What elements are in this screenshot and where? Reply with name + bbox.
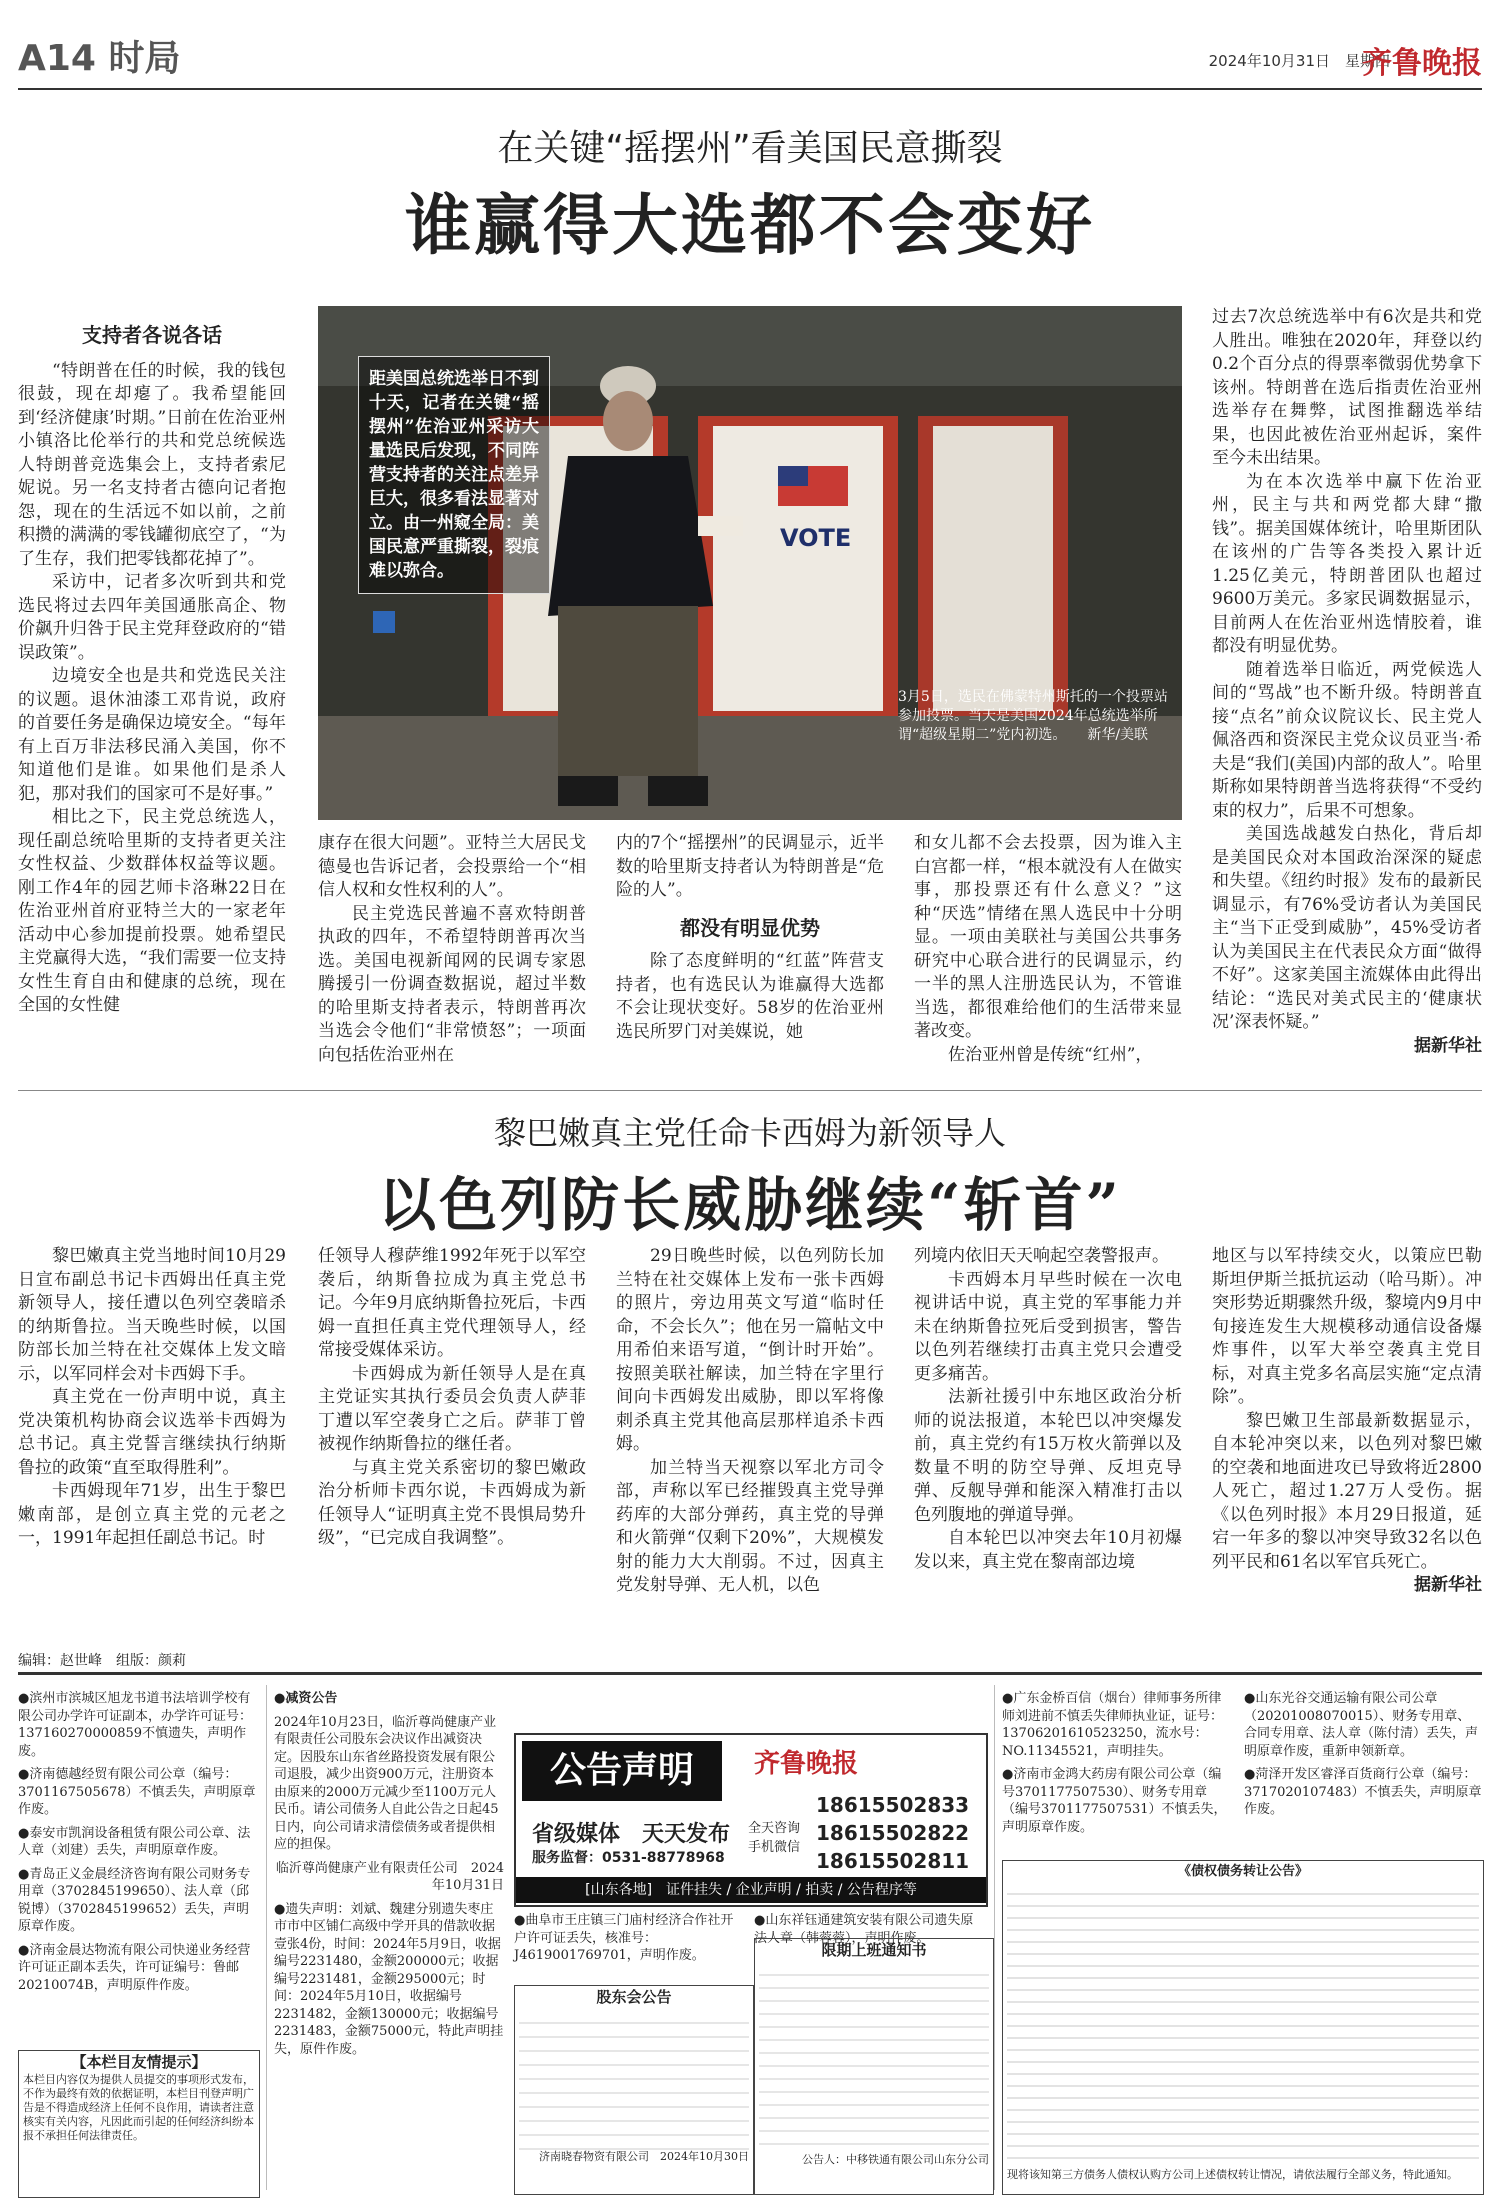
friendship-text: 本栏目内容仅为提供人员提交的事项形式发布，不作为最终有效的依据证明，本栏目刊登声明广告是不得造成经济上任何不良作用，请读者注意核实有关内容，凡因此而引起的任何经济纠纷本报不承担任何法律责任。 <box>23 2073 254 2142</box>
photo-caption: 3月5日，选民在佛蒙特州斯托的一个投票站参加投票。当天是美国2024年总统选举所谓“超级星期二”党内初选。 新华/美联 <box>898 689 1168 743</box>
ads-col1 <box>18 1690 258 1993</box>
divider <box>18 1672 1482 1675</box>
article1-headline: 谁赢得大选都不会变好 <box>405 186 1095 264</box>
paragraph: 黎巴嫩真主党当地时间10月29日宣布副总书记卡西姆出任真主党新领导人，接任遭以色列空袭暗杀的纳斯鲁拉。当天晚些时候，以国防部长加兰特在社交媒体上发文暗示，以军同样会对卡西姆下手。 <box>18 1246 286 1384</box>
notice-title: 限期上班通知书 <box>821 1941 927 1959</box>
ad-logo: 齐鲁晚报 <box>754 1749 859 1779</box>
ad-item: ●曲阜市王庄镇三门庙村经济合作社开户许可证丢失，核准号：J4619001769701，声明作废。 <box>514 1913 734 1963</box>
ad-hotline: 服务监督：0531-88778968 <box>532 1850 725 1866</box>
ad-item: ●济南金晨达物流有限公司快递业务经营许可证正副本丢失，许可证编号：鲁邮20210074B，声明原件作废。 <box>18 1942 251 1993</box>
phone-number: 18615502811 <box>816 1849 970 1873</box>
ad-item: ●菏泽开发区睿泽百货商行公章（编号：3717020107483）不慎丢失，声明原章作废。 <box>1244 1767 1482 1817</box>
paragraph: 加兰特当天视察以军北方司令部，声称以军已经摧毁真主党导弹药库的大部分弹药，真主党的导弹和火箭弹“仅剩下20%”，大规模发射的能力大大削弱。不过，因真主党发射导弹、无人机，以色 <box>616 1457 884 1595</box>
article2-headline: 以色列防长威胁继续“斩首” <box>378 1171 1122 1239</box>
paragraph: 除了态度鲜明的“红蓝”阵营支持者，也有选民认为谁赢得大选都不会让现状变好。58岁的佐治亚州选民所罗门对美媒说，她 <box>616 951 884 1042</box>
section-heading: 支持者各说各话 <box>82 323 222 347</box>
public-notice-ad <box>514 1733 988 1907</box>
ad-item: ●山东祥钰通建筑安装有限公司遗失原法人章（韩蓉蓉），声明作废。 <box>754 1913 974 1946</box>
ad-item: ●广东金桥百信（烟台）律师事务所律师刘进前不慎丢失律师执业证，证号：13706201610523250，流水号：NO.11345521，声明挂失。 <box>1002 1691 1224 1759</box>
ad-item: ●青岛正义金晨经济咨询有限公司财务专用章（3702845199650）、法人章（邱锐博）（3702845199652）丢失，声明原章作废。 <box>18 1866 251 1934</box>
paragraph: 相比之下，民主党总统选人，现任副总统哈里斯的支持者更关注女性权益、少数群体权益等议题。刚工作4年的园艺师卡洛琳22日在佐治亚州首府亚特兰大的一家老年活动中心参加提前投票。她希望民主党赢得大选，“我们需要一位支持女性生育自由和健康的总统，现在全国的女性健 <box>18 807 286 1015</box>
ad-item: ●减资公告 <box>274 1691 338 1706</box>
ad-item: ●泰安市凯润设备租赁有限公司公章、法人章（刘建）丢失，声明原章作废。 <box>18 1825 251 1858</box>
paragraph: 边境安全也是共和党选民关注的议题。退休油漆工邓肯说，政府的首要任务是确保边境安全。“每年有上百万非法移民涌入美国，你不知道他们是谁。如果他们是杀人犯，那对我们的国家可不是好事。” <box>18 666 286 804</box>
ads-col3 <box>514 1912 744 1972</box>
paragraph: “特朗普在任的时候，我的钱包很鼓，现在却瘪了。我希望能回到‘经济健康’时期。”日前在佐治亚州小镇洛比伦举行的共和党总统候选人特朗普竞选集会上，支持者索尼妮说。另一名支持者古德向记者抱怨，现在的生活远不如以前，之前积攒的满满的零钱罐彻底空了，“为了生存，我们把零钱都花掉了”。 <box>18 360 286 569</box>
shareholder-notice <box>514 1985 754 2195</box>
page-number: A14 时局 <box>18 38 181 79</box>
paragraph: 与真主党关系密切的黎巴嫩政治分析师卡西尔说，卡西姆成为新任领导人“证明真主党不畏惧局势升级”，“已完成自我调整”。 <box>318 1457 586 1548</box>
lead-box <box>358 356 550 594</box>
notice-body <box>759 1963 989 2153</box>
paragraph: 自本轮巴以冲突去年10月初爆发以来，真主党在黎南部边境 <box>914 1528 1182 1572</box>
paragraph: 为在本次选举中赢下佐治亚州，民主与共和两党都大肆“撒钱”。据美国媒体统计，哈里斯团队在该州的广告等各类投入累计近1.25亿美元，特朗普团队也超过9600万美元。多家民调数据显示，目前两人在佐治亚州选情胶着，谁都没有明显优势。 <box>1212 471 1482 656</box>
article1-col4 <box>914 832 1182 1077</box>
article1-col3 <box>616 832 884 1077</box>
phone-number: 18615502833 <box>816 1793 970 1817</box>
article1-col5 <box>1212 306 1482 1076</box>
paragraph: 卡西姆成为新任领导人是在真主党证实其执行委员会负责人萨菲丁遭以军空袭身亡之后。萨菲丁曾被视作纳斯鲁拉的继任者。 <box>318 1363 586 1454</box>
divider <box>18 1090 1482 1091</box>
article2-col3 <box>616 1245 884 1637</box>
ad-slogan: 省级媒体 天天发布 <box>532 1822 731 1847</box>
article1-subhead: 在关键“摇摆州”看美国民意撕裂 <box>497 128 1003 169</box>
vote-sign-text: VOTE <box>780 524 852 552</box>
paragraph: 康存在很大问题”。亚特兰大居民戈德曼也告诉记者，会投票给一个“相信人权和女性权利的人”。 <box>318 833 586 900</box>
section-heading: 都没有明显优势 <box>680 915 820 940</box>
paragraph: 地区与以军持续交火，以策应巴勒斯坦伊斯兰抵抗运动（哈马斯）。冲突形势近期骤然升级，黎境内9月中旬接连发生大规模移动通信设备爆炸事件，以军大举空袭真主党目标，对真主党多名高层实施“定点清除”。 <box>1212 1246 1482 1407</box>
issue-date: 2024年10月31日 星期四 <box>1208 52 1390 70</box>
ads-col5 <box>1002 1690 1232 1860</box>
paragraph: 卡西姆本月早些时候在一次电视讲话中说，真主党的军事能力并未在纳斯鲁拉死后受到损害，警告以色列若继续打击真主党只会遭受更多痛苦。 <box>914 1269 1182 1384</box>
paragraph: 过去7次总统选举中有6次是共和党人胜出。唯独在2020年，拜登以约0.2个百分点的得票率微弱优势拿下该州。特朗普在选后指责佐治亚州选举存在舞弊，试图推翻选举结果，也因此被佐治亚州起诉，案件至今未出结果。 <box>1212 307 1482 468</box>
ad-item: ●济南德越经贸有限公司公章（编号：3701167505678）不慎丢失，声明原章作废。 <box>18 1767 256 1817</box>
ad-item: ●济南市金鸿大药房有限公司公章（编号3701177507530）、财务专用章（编号3701177507531）不慎丢失，声明原章作废。 <box>1002 1767 1227 1835</box>
paragraph: 佐治亚州曾是传统“红州”， <box>948 1044 1153 1065</box>
ad-item: 2024年10月23日，临沂尊尚健康产业有限责任公司股东会决议作出减资决定。因股东山东省丝路投资发展有限公司退股，减少出资900万元，注册资本由原来的2000万元减少至1100万元人民币。请公司债务人自此公告之日起45日内，向公司请求清偿债务或者提供相应的担保。 <box>274 1714 499 1852</box>
article2-col5 <box>1212 1245 1482 1637</box>
editor-credit: 编辑：赵世峰 组版：颜莉 <box>18 1653 186 1669</box>
article1-col1 <box>18 318 286 1073</box>
article2-col1 <box>18 1245 286 1637</box>
article2-source: 据新华社 <box>1414 1575 1482 1595</box>
article2-col2 <box>318 1245 586 1637</box>
notice-sign: 济南晓春物资有限公司 2024年10月30日 <box>539 2150 749 2163</box>
debt-transfer-notice <box>1002 1860 1484 2195</box>
ads-col2 <box>274 1690 504 2190</box>
paragraph: 法新社援引中东地区政治分析师的说法报道，本轮巴以冲突爆发前，真主党约有15万枚火箭弹以及数量不明的防空导弹、反坦克导弹、反舰导弹和能深入精准打击以色列腹地的弹道导弹。 <box>914 1387 1182 1525</box>
article2-subhead: 黎巴嫩真主党任命卡西姆为新领导人 <box>493 1114 1006 1152</box>
ad-item: ●滨州市滨城区旭龙书道书法培训学校有限公司办学许可证副本，办学许可证号：137160270000859不慎遗失，声明作废。 <box>18 1691 253 1759</box>
divider <box>266 1685 267 2190</box>
paragraph: 真主党在一份声明中说，真主党决策机构协商会议选举卡西姆为总书记。真主党誓言继续执行纳斯鲁拉的政策“直至取得胜利”。 <box>18 1387 286 1478</box>
article1-col2 <box>318 832 586 1077</box>
paragraph: 任领导人穆萨维1992年死于以军空袭后，纳斯鲁拉成为真主党总书记。今年9月底纳斯鲁拉死后，卡西姆一直担任真主党代理领导人，经常接受媒体采访。 <box>318 1246 586 1360</box>
paragraph: 美国选战越发白热化，背后却是美国民众对本国政治深深的疑虑和失望。《纽约时报》发布的最新民调显示，有76%受访者认为美国民主“当下正受到威胁”，45%受访者认为美国民主在代表民众方面“做得不好”。这家美国主流媒体由此得出结论：“选民对美式民主的‘健康状况’深表怀疑。” <box>1212 824 1482 1032</box>
notice-body <box>1007 1883 1479 2168</box>
friendship-notice <box>18 2050 260 2198</box>
paragraph: 和女儿都不会去投票，因为谁入主白宫都一样，“根本就没有人在做实事，那投票还有什么意义？”这种“厌选”情绪在黑人选民中十分明显。一项由美联社与美国公共事务研究中心联合进行的民调显示，约一半的黑人注册选民认为，不管谁当选，都很难给他们的生活带来显著改变。 <box>914 833 1182 1041</box>
notice-title: 《债权债务转让公告》 <box>1177 1864 1308 1879</box>
paragraph: 卡西姆现年71岁，出生于黎巴嫩南部，是创立真主党的元老之一，1991年起担任副总书记。时 <box>18 1481 286 1548</box>
paragraph: 列境内依旧天天响起空袭警报声。 <box>914 1246 1169 1266</box>
ad-phones <box>816 1791 969 1875</box>
friendship-title: 【本栏目友情提示】 <box>71 2053 207 2071</box>
ad-strip: [山东各地] 证件挂失 / 企业声明 / 拍卖 / 公告程序等 <box>516 1877 986 1903</box>
notice-sign: 公告人：中移铁通有限公司山东分公司 <box>802 2153 989 2166</box>
paragraph: 黎巴嫩卫生部最新数据显示，自本轮冲突以来，以色列对黎巴嫩的空袭和地面进攻已导致将近2800人死亡，超过1.27万人受伤。据《以色列时报》本月29日报道，延宕一年多的黎以冲突导致32名以色列平民和61名以军官兵死亡。 <box>1212 1410 1482 1572</box>
work-notice <box>754 1938 994 2195</box>
paragraph: 民主党选民普遍不喜欢特朗普执政的四年，不希望特朗普再次当选。美国电视新闻网的民调专家恩腾援引一份调查数据说，超过半数的哈里斯支持者表示，特朗普再次当选会令他们“非常愤怒”；一项面向包括佐治亚州在 <box>318 903 586 1065</box>
article2-col4 <box>914 1245 1182 1637</box>
ad-label: 全天咨询 手机微信 <box>748 1821 801 1855</box>
ad-item: ●山东光谷交通运输有限公司公章（20201008070015）、财务专用章、合同专用章、法人章（陈付清）丢失，声明原章作废，重新申领新章。 <box>1244 1691 1479 1759</box>
divider <box>994 1685 995 2190</box>
ad-title: 公告声明 <box>522 1741 722 1801</box>
lead-text: 距美国总统选举日不到十天，记者在关键“摇摆州”佐治亚州采访大量选民后发现，不同阵营支持者的关注点差异巨大，很多看法显著对立。由一州窥全局：美国民意严重撕裂，裂痕难以弥合。 <box>369 369 539 581</box>
paragraph: 随着选举日临近，两党候选人间的“骂战”也不断升级。特朗普直接“点名”前众议院议长、民主党人佩洛西和资深民主党众议员亚当·希夫是“我们(美国)内部的敌人”。哈里斯称如果特朗普当选将获得“不受约束的权力”，后果不可想象。 <box>1212 659 1482 821</box>
paragraph: 采访中，记者多次听到共和党选民将过去四年美国通胀高企、物价飙升归咎于民主党拜登政府的“错误政策”。 <box>18 572 286 663</box>
ad-item: ●遗失声明：刘斌、魏建分别遗失枣庄市市中区铺仁高级中学开具的借款收据壹张4份，时间：2024年5月9日，收据编号2231480，金额200000元；收据编号2231481，金额295000元；时间：2024年5月10日，收据编号2231482，金额130000元；收据编号2231483，金额75000元，特此声明挂失，原件作废。 <box>274 1901 504 2057</box>
ads-col6 <box>1244 1690 1482 1860</box>
newspaper-logo: 齐鲁晚报 <box>1362 46 1482 81</box>
article1-source: 据新华社 <box>1414 1035 1482 1056</box>
paragraph: 29日晚些时候，以色列防长加兰特在社交媒体上发布一张卡西姆的照片，旁边用英文写道“临时任命，不会长久”；他在另一篇帖文中用希伯来语写道，“倒计时开始”。按照美联社解读，加兰特在字里行间向卡西姆发出威胁，即以军将像刺杀真主党其他高层那样追杀卡西姆。 <box>616 1246 884 1454</box>
phone-number: 18615502822 <box>816 1821 970 1845</box>
ad-item: 临沂尊尚健康产业有限责任公司 2024年10月31日 <box>275 1860 504 1893</box>
notice-body <box>519 2010 749 2150</box>
news-photo <box>318 306 1182 820</box>
paragraph: 内的7个“摇摆州”的民调显示，近半数的哈里斯支持者认为特朗普是“危险的人”。 <box>616 833 884 900</box>
notice-sign: 现将该知第三方债务人债权认购方公司上述债权转让情况，请依法履行全部义务，特此通知。 <box>1007 2168 1458 2181</box>
notice-title: 股东会公告 <box>596 1988 672 2006</box>
